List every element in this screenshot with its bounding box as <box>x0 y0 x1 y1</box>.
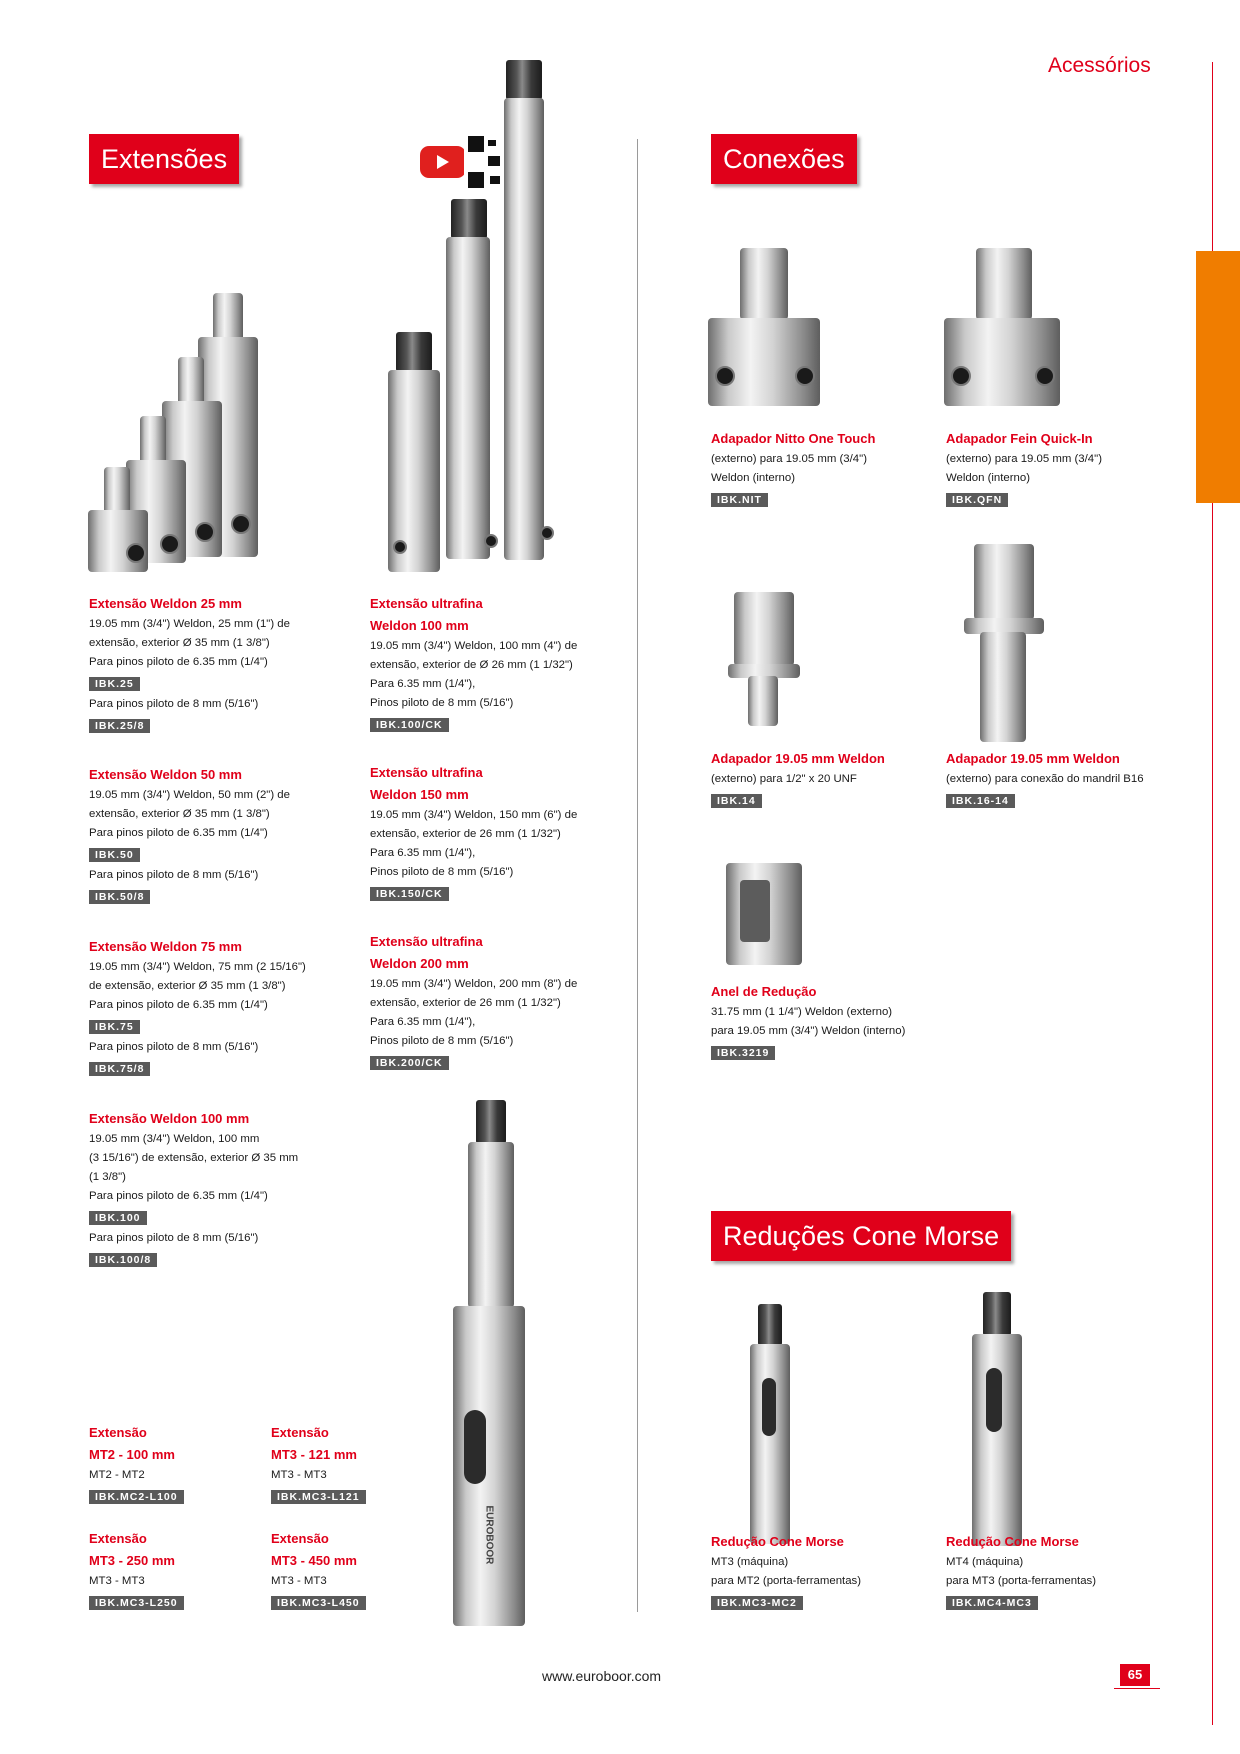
product-desc: Para 6.35 mm (1/4"), <box>370 847 476 859</box>
product-code: IBK.NIT <box>711 493 768 507</box>
product-code: IBK.14 <box>711 794 762 808</box>
product-title: Extensão Weldon 50 mm <box>89 767 242 782</box>
product-ibk-200-ck <box>370 931 620 1074</box>
product-desc: MT3 - MT3 <box>271 1469 327 1481</box>
product-code: IBK.75/8 <box>89 1062 150 1076</box>
product-desc: (3 15/16") de extensão, exterior Ø 35 mm <box>89 1152 299 1164</box>
column-divider <box>637 139 638 1612</box>
product-title: Extensão ultrafina <box>370 596 483 611</box>
product-code: IBK.MC4-MC3 <box>946 1596 1038 1610</box>
product-ibk-qfn <box>946 428 1176 511</box>
product-desc: Para 6.35 mm (1/4"), <box>370 678 476 690</box>
product-desc: Weldon (interno) <box>946 472 1030 484</box>
product-desc: (externo) para 19.05 mm (3/4") <box>946 453 1102 465</box>
product-desc: Weldon (interno) <box>711 472 795 484</box>
product-desc: 19.05 mm (3/4") Weldon, 100 mm <box>89 1133 260 1145</box>
product-ibk-nit <box>711 428 931 511</box>
product-code: IBK.50 <box>89 848 140 862</box>
heading-conexoes: Conexões <box>711 134 857 184</box>
chapter-tab <box>1196 251 1240 503</box>
product-code: IBK.50/8 <box>89 890 150 904</box>
product-title: MT3 - 250 mm <box>89 1553 175 1568</box>
page-number-underline <box>1114 1688 1160 1689</box>
product-title: Extensão Weldon 25 mm <box>89 596 242 611</box>
product-desc: extensão, exterior de Ø 26 mm (1 1/32") <box>370 659 573 671</box>
product-desc: Para pinos piloto de 6.35 mm (1/4") <box>89 1190 268 1202</box>
product-desc: 19.05 mm (3/4") Weldon, 50 mm (2") de <box>89 789 290 801</box>
product-desc: para MT3 (porta-ferramentas) <box>946 1575 1097 1587</box>
product-desc: MT3 - MT3 <box>271 1575 327 1587</box>
product-title: Redução Cone Morse <box>946 1534 1079 1549</box>
product-code: IBK.100 <box>89 1211 147 1225</box>
product-desc: MT2 - MT2 <box>89 1469 145 1481</box>
product-desc: Para pinos piloto de 6.35 mm (1/4") <box>89 999 268 1011</box>
brand-mark: EUROBOOR <box>483 1505 495 1565</box>
product-code: IBK.150/CK <box>370 887 449 901</box>
product-desc: extensão, exterior Ø 35 mm (1 3/8") <box>89 808 270 820</box>
product-desc: Pinos piloto de 8 mm (5/16") <box>370 866 514 878</box>
product-title: Redução Cone Morse <box>711 1534 844 1549</box>
product-title: Extensão Weldon 100 mm <box>89 1111 250 1126</box>
product-desc: de extensão, exterior Ø 35 mm (1 3/8") <box>89 980 286 992</box>
product-desc: Pinos piloto de 8 mm (5/16") <box>370 1035 514 1047</box>
heading-extensoes: Extensões <box>89 134 239 184</box>
product-desc: 19.05 mm (3/4") Weldon, 200 mm (8") de <box>370 978 578 990</box>
product-ibk-25 <box>89 593 349 737</box>
product-desc: Para pinos piloto de 6.35 mm (1/4") <box>89 656 268 668</box>
product-ibk-100 <box>89 1108 349 1271</box>
product-desc: 19.05 mm (3/4") Weldon, 25 mm (1") de <box>89 618 290 630</box>
product-ibk-mc4-mc3 <box>946 1531 1176 1614</box>
section-label: Acessórios <box>1048 54 1151 77</box>
product-title: Weldon 200 mm <box>370 956 469 971</box>
footer-rule <box>1212 503 1213 1725</box>
heading-reducoes: Reduções Cone Morse <box>711 1211 1011 1261</box>
product-code: IBK.MC3-L450 <box>271 1596 366 1610</box>
product-desc: para 19.05 mm (3/4") Weldon (interno) <box>711 1025 906 1037</box>
product-desc: 31.75 mm (1 1/4") Weldon (externo) <box>711 1006 893 1018</box>
product-title: Adapador 19.05 mm Weldon <box>711 751 885 766</box>
product-ibk-16-14 <box>946 748 1186 812</box>
product-ibk-100-ck <box>370 593 620 736</box>
product-code: IBK.MC2-L100 <box>89 1490 184 1504</box>
product-title: Adapador Fein Quick-In <box>946 431 1093 446</box>
product-desc: (externo) para conexão do mandril B16 <box>946 773 1144 785</box>
product-desc: Pinos piloto de 8 mm (5/16") <box>370 697 514 709</box>
product-desc: Para 6.35 mm (1/4"), <box>370 1016 476 1028</box>
product-code: IBK.QFN <box>946 493 1008 507</box>
product-desc: extensão, exterior de 26 mm (1 1/32") <box>370 828 561 840</box>
product-desc: Para pinos piloto de 6.35 mm (1/4") <box>89 827 268 839</box>
product-desc: MT4 (máquina) <box>946 1556 1024 1568</box>
product-title: Extensão Weldon 75 mm <box>89 939 242 954</box>
product-desc: extensão, exterior de 26 mm (1 1/32") <box>370 997 561 1009</box>
product-ibk-50 <box>89 764 349 908</box>
footer-url[interactable]: www.euroboor.com <box>542 1668 662 1684</box>
product-note: Para pinos piloto de 8 mm (5/16") <box>89 1041 259 1053</box>
product-code: IBK.3219 <box>711 1046 775 1060</box>
product-code: IBK.MC3-L250 <box>89 1596 184 1610</box>
product-title: Extensão ultrafina <box>370 765 483 780</box>
product-desc: extensão, exterior Ø 35 mm (1 3/8") <box>89 637 270 649</box>
page-number: 65 <box>1120 1664 1150 1686</box>
product-code: IBK.MC3-MC2 <box>711 1596 803 1610</box>
product-title: Anel de Redução <box>711 984 817 999</box>
product-title: MT2 - 100 mm <box>89 1447 175 1462</box>
product-code: IBK.200/CK <box>370 1056 449 1070</box>
product-title: Extensão <box>271 1531 329 1546</box>
product-ibk-14 <box>711 748 931 812</box>
product-desc: MT3 - MT3 <box>89 1575 145 1587</box>
product-ibk-150-ck <box>370 762 620 905</box>
product-title: Weldon 100 mm <box>370 618 469 633</box>
product-code: IBK.25 <box>89 677 140 691</box>
product-title: MT3 - 121 mm <box>271 1447 357 1462</box>
header-rule <box>1212 62 1213 252</box>
product-desc: 19.05 mm (3/4") Weldon, 75 mm (2 15/16") <box>89 961 306 973</box>
product-title: Extensão <box>89 1531 147 1546</box>
product-note: Para pinos piloto de 8 mm (5/16") <box>89 869 259 881</box>
product-code: IBK.MC3-L121 <box>271 1490 366 1504</box>
product-code: IBK.75 <box>89 1020 140 1034</box>
product-desc: 19.05 mm (3/4") Weldon, 150 mm (6") de <box>370 809 578 821</box>
product-desc: 19.05 mm (3/4") Weldon, 100 mm (4") de <box>370 640 578 652</box>
product-ibk-75 <box>89 936 349 1080</box>
product-title: Extensão ultrafina <box>370 934 483 949</box>
product-code: IBK.100/8 <box>89 1253 157 1267</box>
product-ibk-mc3-l250 <box>89 1528 259 1614</box>
product-desc: MT3 (máquina) <box>711 1556 789 1568</box>
product-code: IBK.25/8 <box>89 719 150 733</box>
product-ibk-mc3-l121 <box>271 1422 441 1508</box>
play-icon <box>437 155 449 169</box>
product-title: MT3 - 450 mm <box>271 1553 357 1568</box>
product-desc: para MT2 (porta-ferramentas) <box>711 1575 862 1587</box>
product-ibk-mc3-l450 <box>271 1528 441 1614</box>
product-desc: (externo) para 1/2" x 20 UNF <box>711 773 857 785</box>
screw-hole-icon <box>231 514 251 534</box>
product-desc: (externo) para 19.05 mm (3/4") <box>711 453 867 465</box>
product-note: Para pinos piloto de 8 mm (5/16") <box>89 1232 259 1244</box>
product-title: Extensão <box>89 1425 147 1440</box>
product-code: IBK.16-14 <box>946 794 1015 808</box>
product-title: Adapador 19.05 mm Weldon <box>946 751 1120 766</box>
product-ibk-mc3-mc2 <box>711 1531 931 1614</box>
product-desc: (1 3/8") <box>89 1171 126 1183</box>
product-ibk-mc2-l100 <box>89 1422 259 1508</box>
product-ibk-3219 <box>711 981 951 1064</box>
product-title: Adapador Nitto One Touch <box>711 431 876 446</box>
product-title: Weldon 150 mm <box>370 787 469 802</box>
product-code: IBK.100/CK <box>370 718 449 732</box>
product-note: Para pinos piloto de 8 mm (5/16") <box>89 698 259 710</box>
product-title: Extensão <box>271 1425 329 1440</box>
